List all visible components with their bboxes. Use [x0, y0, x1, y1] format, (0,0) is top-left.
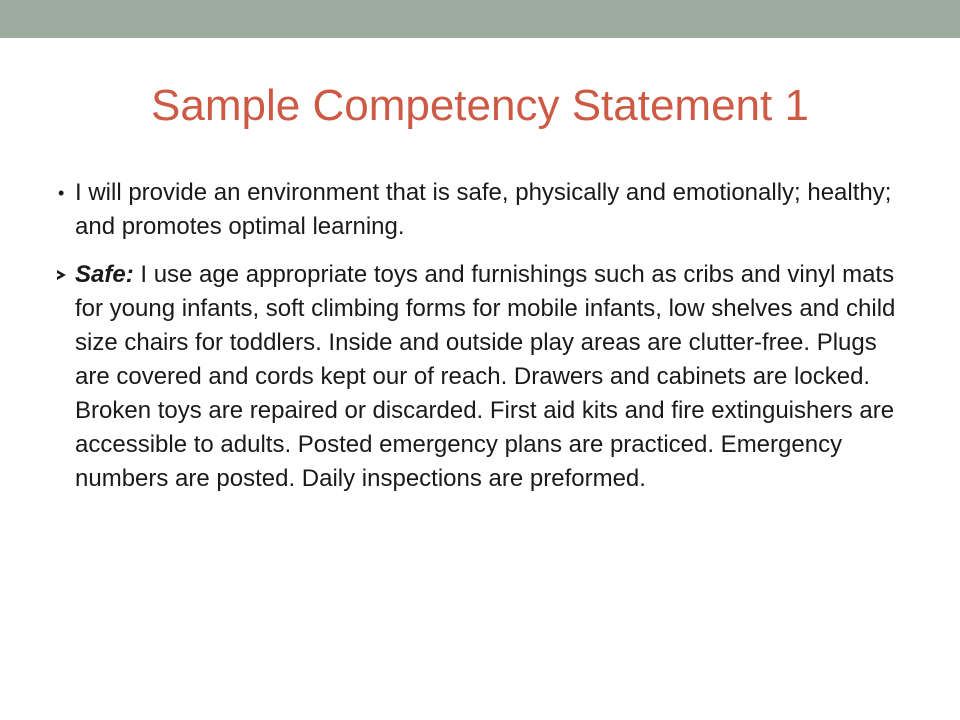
bullet-lead-safe: Safe: — [75, 261, 134, 288]
slide-title: Sample Competency Statement 1 — [151, 81, 809, 130]
bullet-text-intro: I will provide an environment that is safe, physically and emotionally; healthy; and promotes optimal learning. — [75, 179, 892, 240]
bullet-item-safe — [58, 258, 908, 496]
slide-body — [58, 176, 908, 496]
bullet-dot-icon: • — [58, 183, 65, 203]
bullet-item-intro — [58, 176, 908, 244]
bullet-text-safe: I use age appropriate toys and furnishings such as cribs and vinyl mats for young infants, soft climbing forms for mobile infants, low shelves and child size chairs for toddlers. Inside and outside play areas are clutter-free. Plugs are covered and cords kept our of reach. Drawers and cabinets are locked. Broken toys are repaired or discarded. First aid kits and fire extinguishers are accessible to adults. Posted emergency plans are practiced. Emergency numbers are posted. Daily inspections are preformed. — [75, 261, 896, 492]
arrow-bullet-icon — [57, 270, 66, 280]
top-accent-band — [0, 0, 960, 38]
